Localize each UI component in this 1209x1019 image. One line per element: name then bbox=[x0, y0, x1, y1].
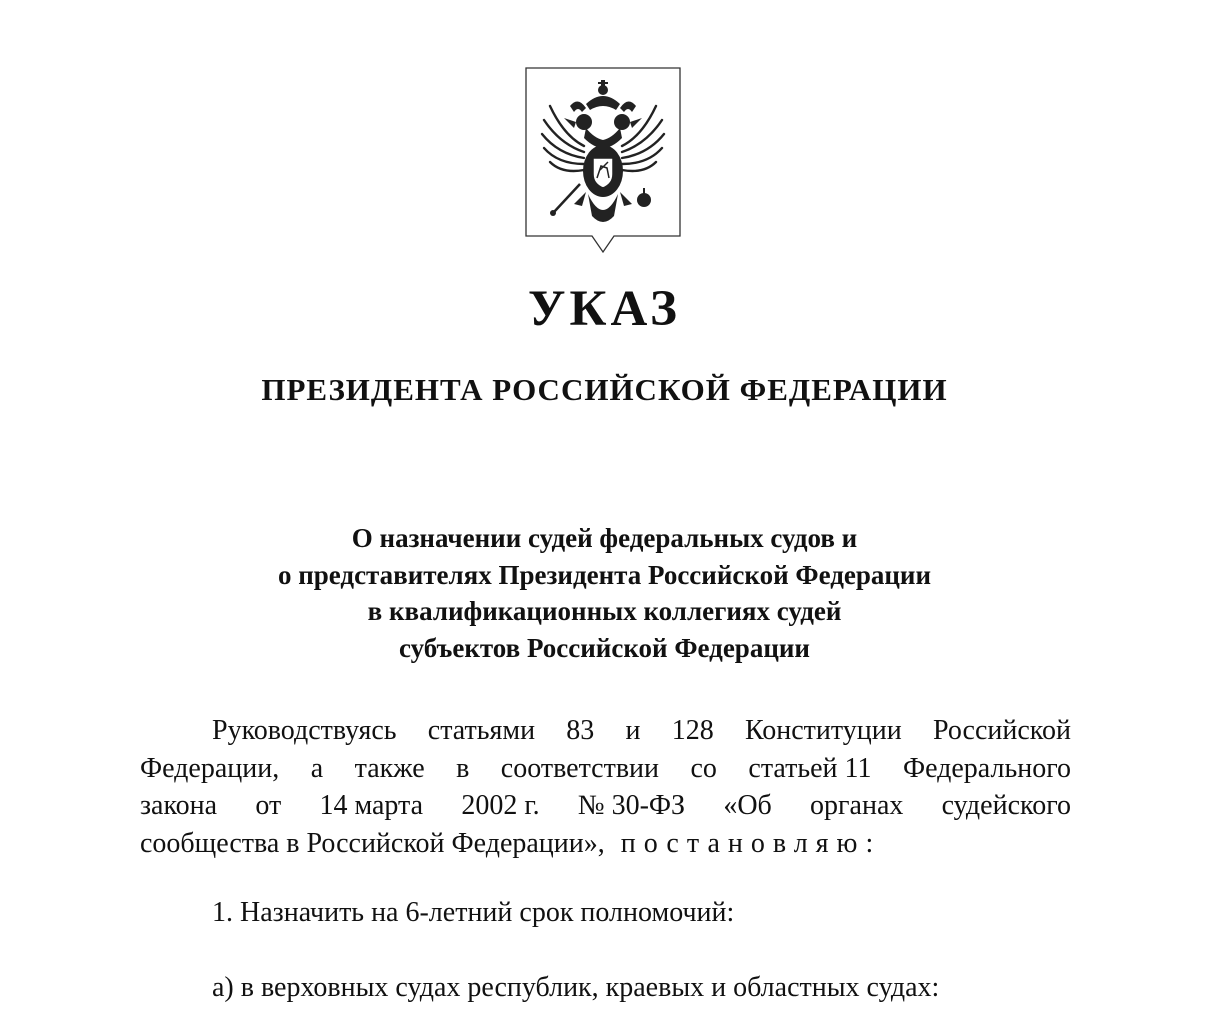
preamble-word: Руководствуясь bbox=[212, 715, 397, 746]
preamble-word: в bbox=[456, 752, 470, 784]
heading-line: в квалификационных коллегиях судей bbox=[367, 596, 842, 626]
preamble-word: от bbox=[255, 790, 282, 821]
preamble-word: 2002 г. bbox=[461, 790, 540, 821]
decree-item-1: 1. Назначить на 6-летний срок полномочий: bbox=[212, 897, 735, 928]
document-heading bbox=[0, 520, 1209, 666]
decree-subitem-a: а) в верховных судах республик, краевых и областных судах: bbox=[212, 972, 940, 1003]
preamble-word: статьями bbox=[427, 715, 536, 746]
preamble-word: 14 марта bbox=[319, 790, 424, 821]
preamble-text: сообщества в Российской Федерации», bbox=[140, 827, 605, 859]
preamble-word: 128 bbox=[671, 715, 714, 746]
preamble-word: также bbox=[354, 752, 425, 784]
preamble-word: и bbox=[625, 715, 641, 746]
document-title: УКАЗ bbox=[528, 281, 681, 337]
preamble-line bbox=[140, 750, 1071, 788]
preamble-paragraph bbox=[140, 712, 1071, 862]
preamble-word: соответствии bbox=[500, 752, 660, 784]
preamble-word: закона bbox=[140, 790, 218, 821]
preamble-word: органах bbox=[810, 790, 904, 821]
preamble-word: а bbox=[310, 752, 324, 784]
preamble-word: со bbox=[690, 752, 717, 784]
decree-verb: постановляю: bbox=[620, 827, 882, 859]
russian-coat-of-arms-icon bbox=[524, 66, 682, 254]
preamble-word: судейского bbox=[941, 790, 1071, 821]
preamble-word: Федерации, bbox=[140, 752, 280, 784]
preamble-word: «Об bbox=[723, 790, 772, 821]
preamble-word: Федерального bbox=[902, 752, 1071, 784]
preamble-word: Конституции bbox=[744, 715, 902, 746]
preamble-line bbox=[140, 712, 1071, 750]
document-subtitle: ПРЕЗИДЕНТА РОССИЙСКОЙ ФЕДЕРАЦИИ bbox=[261, 372, 948, 407]
heading-line: субъектов Российской Федерации bbox=[399, 632, 810, 663]
preamble-line bbox=[140, 825, 1071, 863]
heading-line: О назначении судей федеральных судов и bbox=[351, 523, 858, 553]
preamble-word: статьей 11 bbox=[748, 752, 872, 784]
preamble-word: № 30-ФЗ bbox=[577, 790, 686, 821]
preamble-line bbox=[140, 787, 1071, 825]
heading-line: о представителях Президента Российской Федерации bbox=[277, 559, 932, 590]
preamble-word: 83 bbox=[566, 715, 595, 746]
coat-of-arms-emblem bbox=[524, 66, 682, 254]
preamble-word: Российской bbox=[932, 715, 1071, 746]
